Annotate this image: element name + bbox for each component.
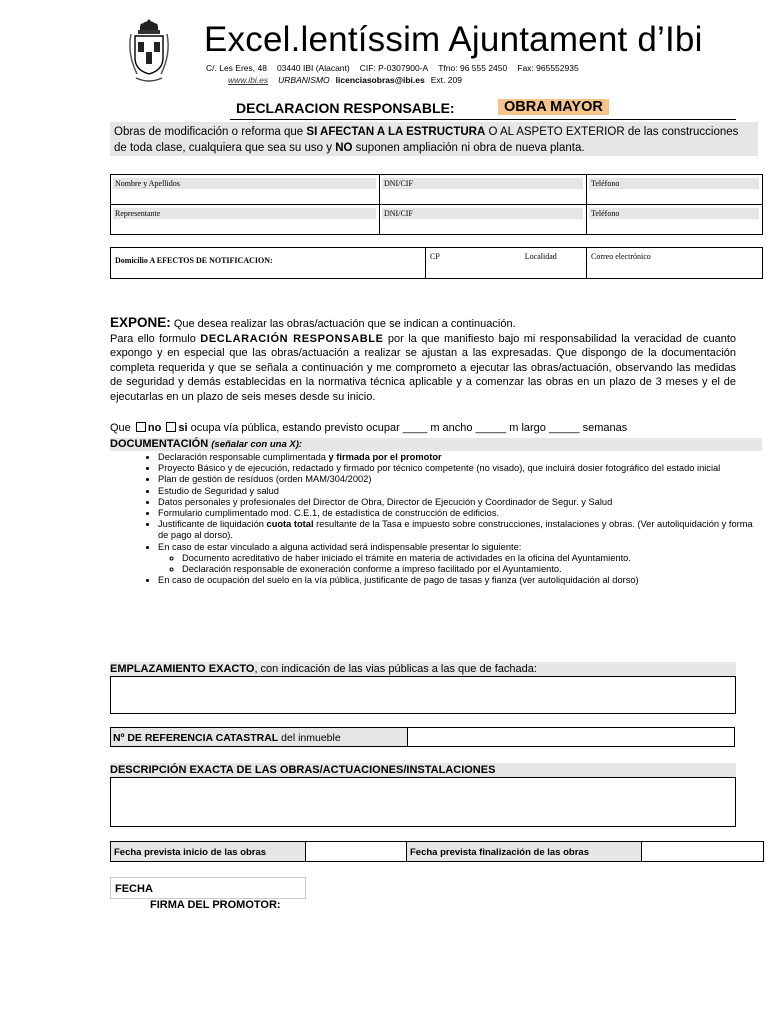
- representative-field[interactable]: Representante: [111, 205, 380, 235]
- contact-line-1: C/. Les Eres, 48 03440 IBI (Alacant) CIF: P-0307900-A Tfno: 96 555 2450 Fax: 965552935: [206, 63, 579, 73]
- documentation-list: [134, 452, 760, 586]
- notification-address-field[interactable]: Domicilio A EFECTOS DE NOTIFICACION:: [111, 248, 426, 279]
- sub-list-item[interactable]: ◦ Declaración responsable de exoneración conforme a impreso facilitado por el Ayuntamiento.: [182, 564, 760, 575]
- list-item[interactable]: • Formulario cumplimentado mod. C.E.1, de estadística de construcción de edificios.: [158, 508, 760, 519]
- email-field[interactable]: Correo electrónico: [587, 248, 763, 279]
- name-field[interactable]: Nombre y Apellidos: [111, 175, 380, 205]
- end-date-label: Fecha prevista finalización de las obras: [406, 841, 642, 862]
- form-heading: DECLARACION RESPONSABLE:: [236, 100, 455, 116]
- applicant-table: [110, 174, 763, 235]
- council-title: Excel.lentíssim Ajuntament d’Ibi: [204, 20, 703, 59]
- website-link[interactable]: www.ibi.es: [228, 75, 269, 85]
- location-input[interactable]: [110, 676, 736, 714]
- dni-field[interactable]: DNI/CIF: [380, 175, 587, 205]
- list-item[interactable]: • Datos personales y profesionales del Director de Obra, Director de Ejecución y Coordinador de Segur. y Salud: [158, 497, 760, 508]
- contact-line-2: www.ibi.es URBANISMO licenciasobras@ibi.es Ext. 209: [228, 75, 462, 85]
- start-date-label: Fecha prevista inicio de las obras: [110, 841, 306, 862]
- list-item[interactable]: • Declaración responsable cumplimentada y firmada por el promotor: [158, 452, 760, 463]
- cadastral-reference-input[interactable]: [408, 727, 735, 747]
- representative-phone-field[interactable]: Teléfono: [587, 205, 763, 235]
- cadastral-reference-label: Nº DE REFERENCIA CATASTRAL del inmueble: [110, 727, 408, 747]
- list-item[interactable]: • Justificante de liquidación cuota total resultante de la Tasa e impuesto sobre construcciones, instalaciones y obras. (Ver autoliquidación y forma de pago al dorso).: [158, 519, 760, 541]
- representative-dni-field[interactable]: DNI/CIF: [380, 205, 587, 235]
- description-header: DESCRIPCIÓN EXACTA DE LAS OBRAS/ACTUACIONES/INSTALACIONES: [110, 763, 736, 777]
- date-field[interactable]: FECHA: [110, 877, 306, 899]
- address-table: [110, 247, 763, 279]
- description-input[interactable]: [110, 777, 736, 827]
- documentation-header: DOCUMENTACIÓN (señalar con una X):: [110, 438, 762, 451]
- list-item[interactable]: • En caso de ocupación del suelo en la vía pública, justificante de pago de tasas y fianza (ver autoliquidación al dorso): [158, 575, 760, 586]
- public-road-occupation: Que no si ocupa vía pública, estando previsto ocupar ____ m ancho _____ m largo _____ semanas: [110, 422, 628, 434]
- location-header: EMPLAZAMIENTO EXACTO, con indicación de las vias públicas a las que de fachada:: [110, 662, 736, 676]
- locality-label: Localidad: [524, 252, 557, 261]
- form-type-badge: OBRA MAYOR: [498, 99, 609, 115]
- intro-paragraph: Obras de modificación o reforma que SI AFECTAN A LA ESTRUCTURA O AL ASPETO EXTERIOR de las construcciones de toda clase, cualquiera que sea su uso y NO suponen ampliación ni obra de nueva planta.: [110, 122, 758, 156]
- email-link[interactable]: licenciasobras@ibi.es: [335, 75, 425, 85]
- list-item[interactable]: • En caso de estar vinculado a alguna actividad será indispensable presentar lo siguiente: ◦ Documento acreditativo de haber iniciado el trámite en materia de actividades en la oficina del Ayuntamiento. ◦ Declaración responsable de exoneración conforme a impreso facilitado por el Ayuntamiento.: [158, 542, 760, 576]
- list-item[interactable]: • Proyecto Básico y de ejecución, redactado y firmado por técnico competente (no visado), que incluirá dosier fotográfico del estado inicial: [158, 463, 760, 474]
- heading-rule: [230, 119, 736, 120]
- no-checkbox[interactable]: [136, 422, 146, 432]
- list-item[interactable]: • Plan de gestión de resíduos (orden MAM/304/2002): [158, 474, 760, 485]
- promoter-signature-label: FIRMA DEL PROMOTOR:: [150, 899, 281, 911]
- list-item[interactable]: • Estudio de Seguridad y salud: [158, 486, 760, 497]
- phone-field[interactable]: Teléfono: [587, 175, 763, 205]
- start-date-input[interactable]: [305, 841, 407, 862]
- end-date-input[interactable]: [641, 841, 764, 862]
- si-checkbox[interactable]: [166, 422, 176, 432]
- expone-label: EXPONE:: [110, 315, 171, 330]
- expone-section: EXPONE: Que desea realizar las obras/actuación que se indican a continuación. Para ello formulo DECLARACIÓN RESPONSABLE por la que manifiesto bajo mi responsabilidad la veracidad de cuanto expongo y en especial que las obras/actuación a realizar se ajustan a las expresadas. Que dispongo de la documentación completa requerida y que se señala a continuación y me comprometo a ejecutar las obras/actuación, observando las medidas de seguridad y demás establecidas en la normativa técnica aplicable y a comenzar las obras en un plazo de 3 meses y el de ejecutarlas en un plazo de seis meses desde su inicio.: [110, 315, 736, 403]
- municipal-crest-logo: [126, 16, 172, 90]
- postal-code-field[interactable]: CP Localidad: [426, 248, 587, 279]
- sub-list-item[interactable]: ◦ Documento acreditativo de haber iniciado el trámite en materia de actividades en la oficina del Ayuntamiento.: [182, 553, 760, 564]
